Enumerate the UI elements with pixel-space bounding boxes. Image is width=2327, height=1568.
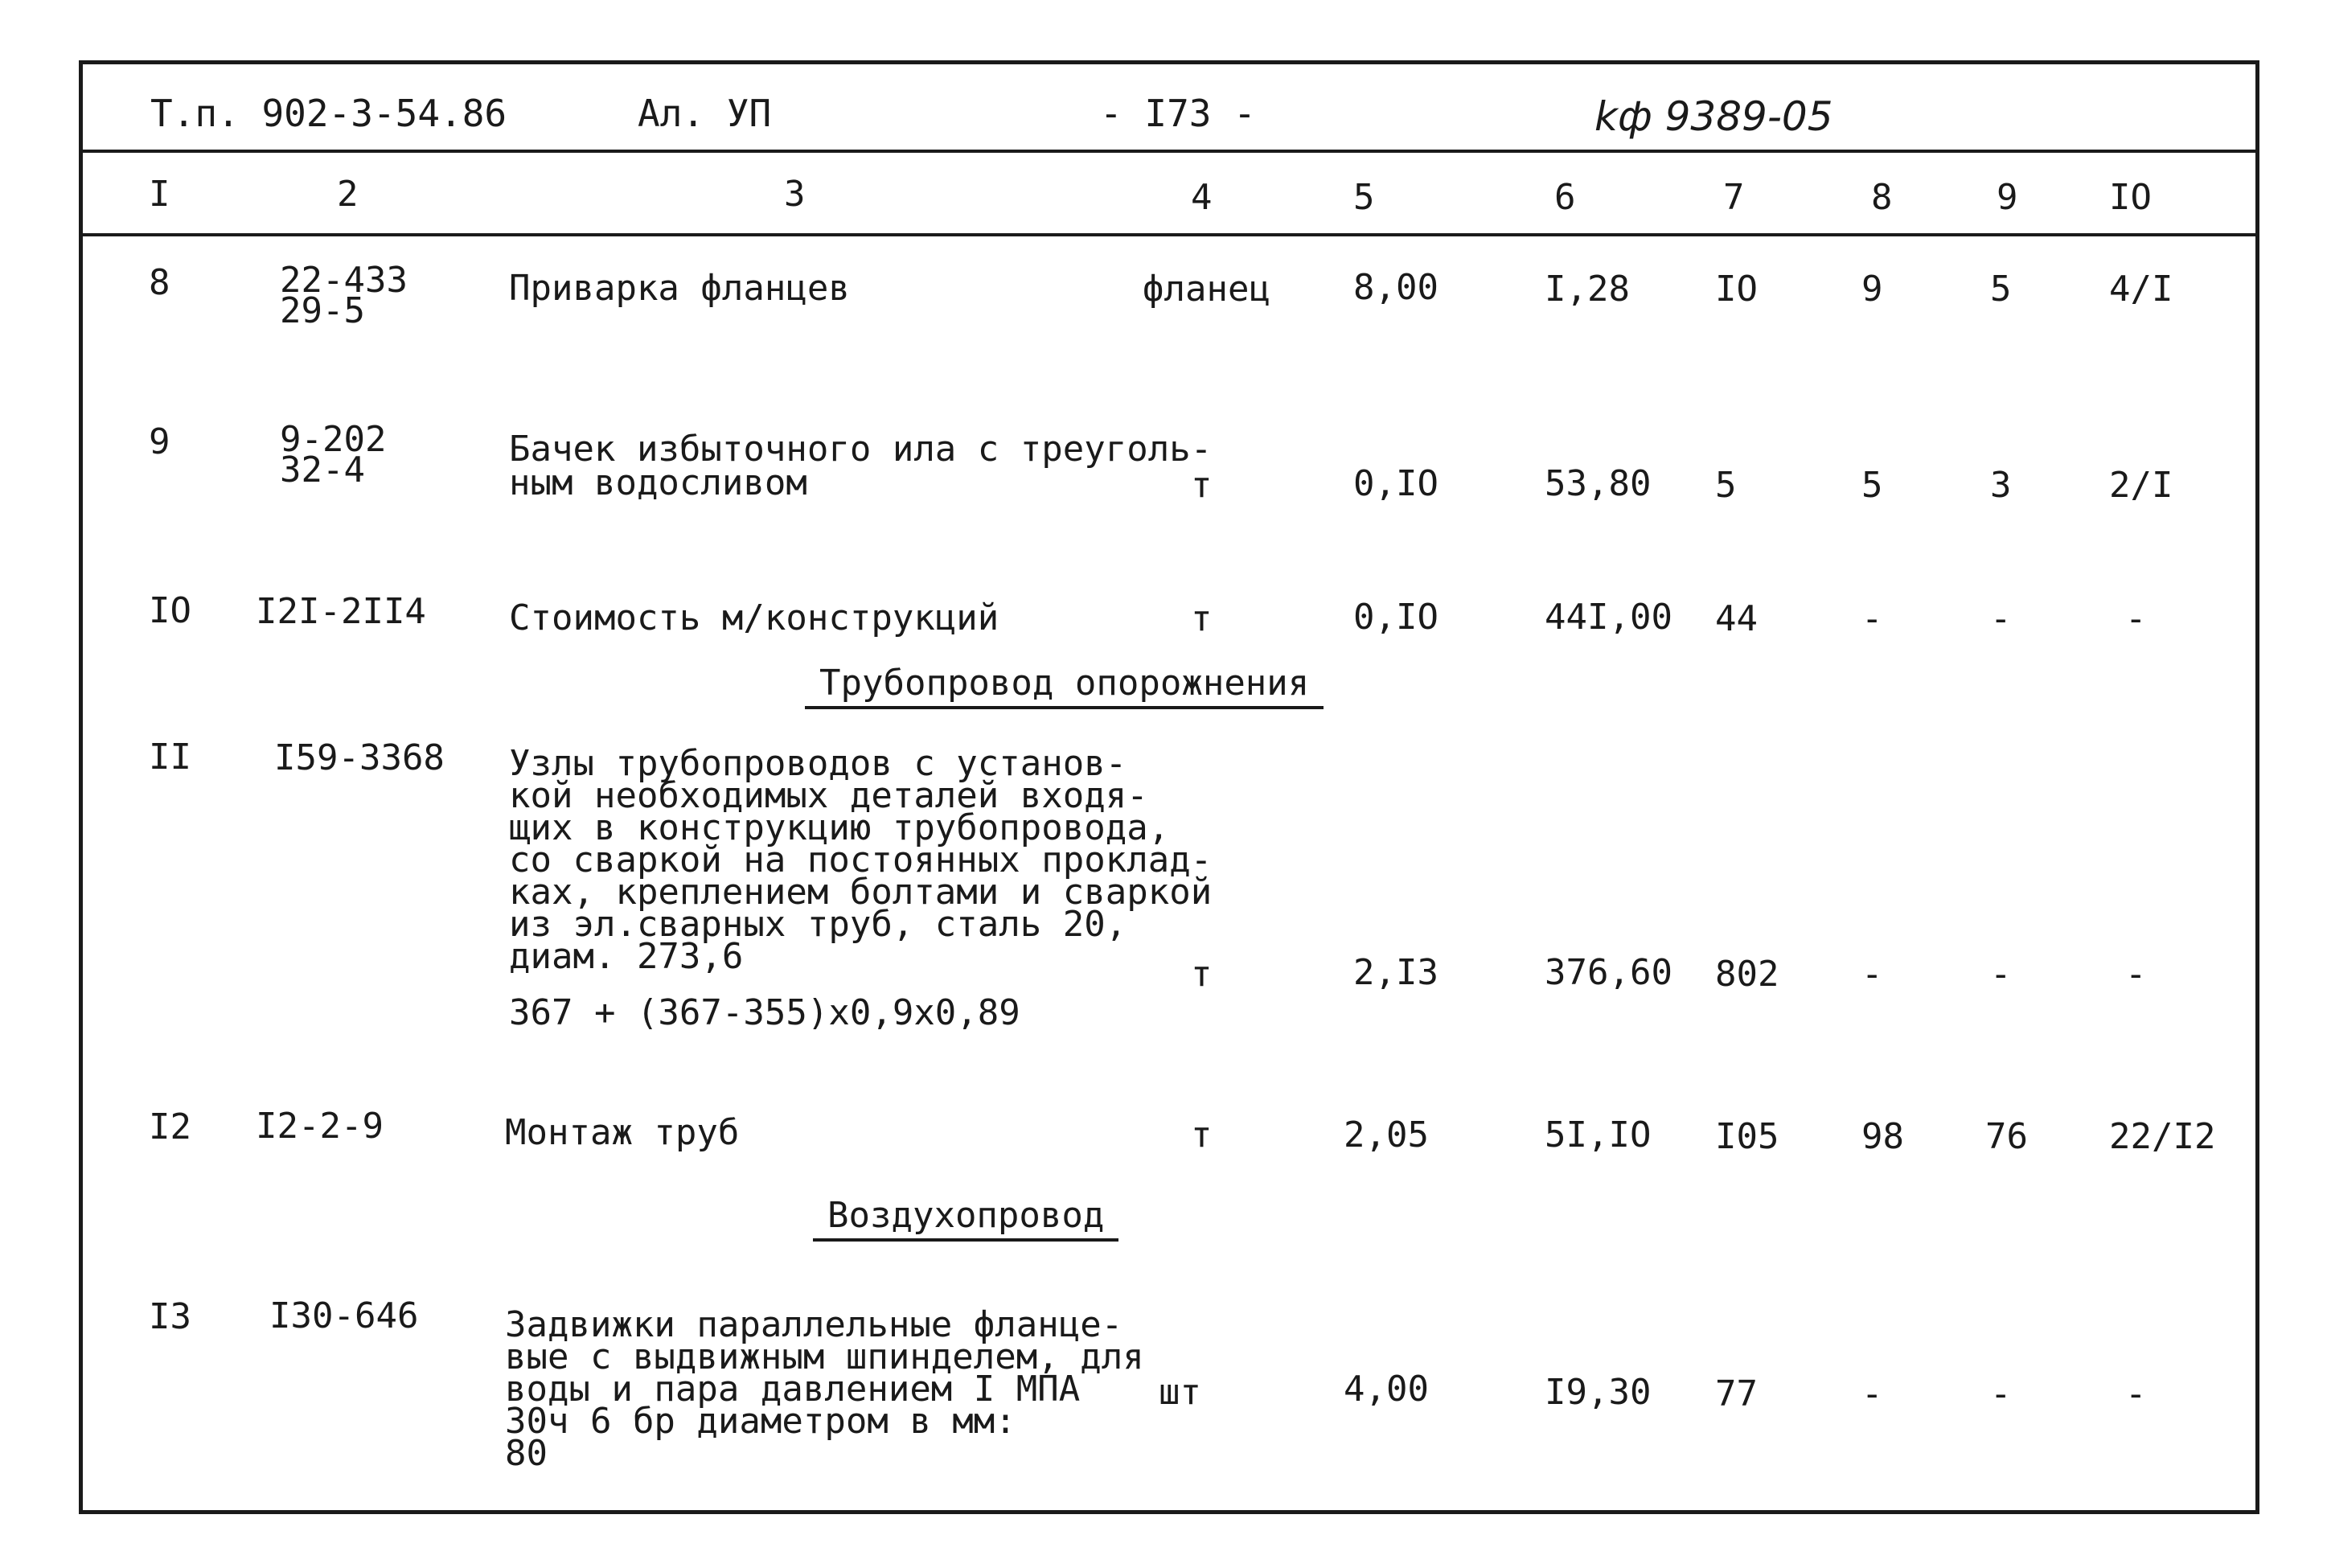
row-col10: 2/I — [2109, 465, 2173, 506]
page-number: - I73 - — [1100, 92, 1256, 135]
row-code: I2-2-9 — [256, 1106, 384, 1147]
row-col9: - — [1990, 598, 2012, 639]
row-unit: т — [1191, 465, 1213, 506]
row-code: 22-433 29-5 — [280, 260, 408, 331]
column-header: 9 — [1997, 177, 2018, 218]
row-unit-price: 44I,00 — [1545, 597, 1672, 638]
row-code: I30-646 — [269, 1295, 419, 1336]
row-number: II — [149, 737, 191, 778]
row-description: Узлы трубопроводов с установ- кой необходимых деталей входя- щих в конструкцию трубопровода, со сваркой на постоянных проклад- ках, креплением болтами и сваркой из эл.сварных труб, сталь 20, диам. 273,6 — [509, 743, 1213, 977]
row-col10: - — [2125, 598, 2147, 639]
section-heading: Воздухопровод — [813, 1198, 1118, 1242]
row-quantity: 0,IO — [1353, 463, 1438, 504]
row-col8: 9 — [1861, 269, 1883, 310]
row-col7: 77 — [1715, 1373, 1758, 1414]
column-header: 8 — [1871, 177, 1893, 218]
header-rule — [83, 150, 2255, 153]
row-col9: 3 — [1990, 465, 2012, 506]
document-code: kф 9389-05 — [1594, 93, 1833, 140]
row-number: IO — [149, 590, 191, 631]
column-header: 3 — [784, 174, 806, 215]
row-number: 8 — [149, 262, 170, 303]
column-header: 2 — [337, 174, 359, 215]
row-col7: 44 — [1715, 598, 1758, 639]
row-unit: шт — [1159, 1372, 1201, 1413]
row-unit-price: I,28 — [1545, 269, 1630, 310]
column-header: 4 — [1191, 177, 1213, 218]
column-header-rule — [83, 233, 2255, 236]
project-number: Т.п. 902-3-54.86 — [150, 92, 507, 135]
row-unit-price: 5I,IO — [1545, 1114, 1652, 1155]
row-formula: 367 + (367-355)x0,9x0,89 — [509, 992, 1020, 1033]
column-header: I — [149, 174, 170, 215]
row-col7: 5 — [1715, 465, 1737, 506]
row-col7: 802 — [1715, 954, 1779, 995]
row-col9: - — [1990, 1373, 2012, 1414]
row-quantity: 2,05 — [1344, 1114, 1429, 1155]
row-unit-price: I9,30 — [1545, 1372, 1652, 1413]
row-unit: т — [1191, 598, 1213, 639]
row-col9: - — [1990, 954, 2012, 995]
column-header: 5 — [1353, 177, 1375, 218]
row-code: 9-202 32-4 — [280, 419, 387, 491]
row-description: Стоимость м/конструкций — [509, 597, 999, 638]
row-unit-price: 53,80 — [1545, 463, 1652, 504]
section-heading: Трубопровод опорожнения — [805, 666, 1324, 709]
row-unit: т — [1191, 1114, 1213, 1155]
row-quantity: 2,I3 — [1353, 952, 1438, 993]
row-code: I59-3368 — [274, 737, 445, 778]
row-number: I3 — [149, 1296, 191, 1337]
row-col7: I05 — [1715, 1116, 1779, 1157]
row-number: 9 — [149, 421, 170, 462]
row-col8: - — [1861, 954, 1883, 995]
row-code: I2I-2II4 — [256, 591, 426, 632]
row-number: I2 — [149, 1106, 191, 1147]
row-quantity: 4,00 — [1344, 1369, 1429, 1410]
document-sheet — [79, 60, 2259, 1514]
row-col8: - — [1861, 1373, 1883, 1414]
column-header: 6 — [1554, 177, 1576, 218]
column-header: 7 — [1723, 177, 1745, 218]
row-col10: - — [2125, 954, 2147, 995]
row-col8: - — [1861, 598, 1883, 639]
row-description: Бачек избыточного ила с треуголь- ным водосливом — [509, 429, 1213, 503]
row-col10: 4/I — [2109, 269, 2173, 310]
row-quantity: 0,IO — [1353, 597, 1438, 638]
row-description: Задвижки параллельные фланце- вые с выдвижным шпинделем, для воды и пара давлением I МПА 30ч 6 бр диаметром в мм: 80 — [505, 1304, 1144, 1474]
row-col8: 98 — [1861, 1116, 1904, 1157]
album-number: Ал. УП — [638, 92, 772, 135]
row-quantity: 8,00 — [1353, 267, 1438, 308]
row-unit: фланец — [1143, 269, 1270, 310]
row-unit: т — [1191, 954, 1213, 995]
row-col7: IO — [1715, 269, 1758, 310]
row-description: Монтаж труб — [505, 1112, 740, 1153]
row-description: Приварка фланцев — [509, 268, 850, 309]
row-col9: 5 — [1990, 269, 2012, 310]
row-col10: - — [2125, 1373, 2147, 1414]
column-header: IO — [2109, 177, 2152, 218]
row-col10: 22/I2 — [2109, 1116, 2216, 1157]
row-col8: 5 — [1861, 465, 1883, 506]
row-unit-price: 376,60 — [1545, 952, 1672, 993]
row-col9: 76 — [1985, 1116, 2028, 1157]
